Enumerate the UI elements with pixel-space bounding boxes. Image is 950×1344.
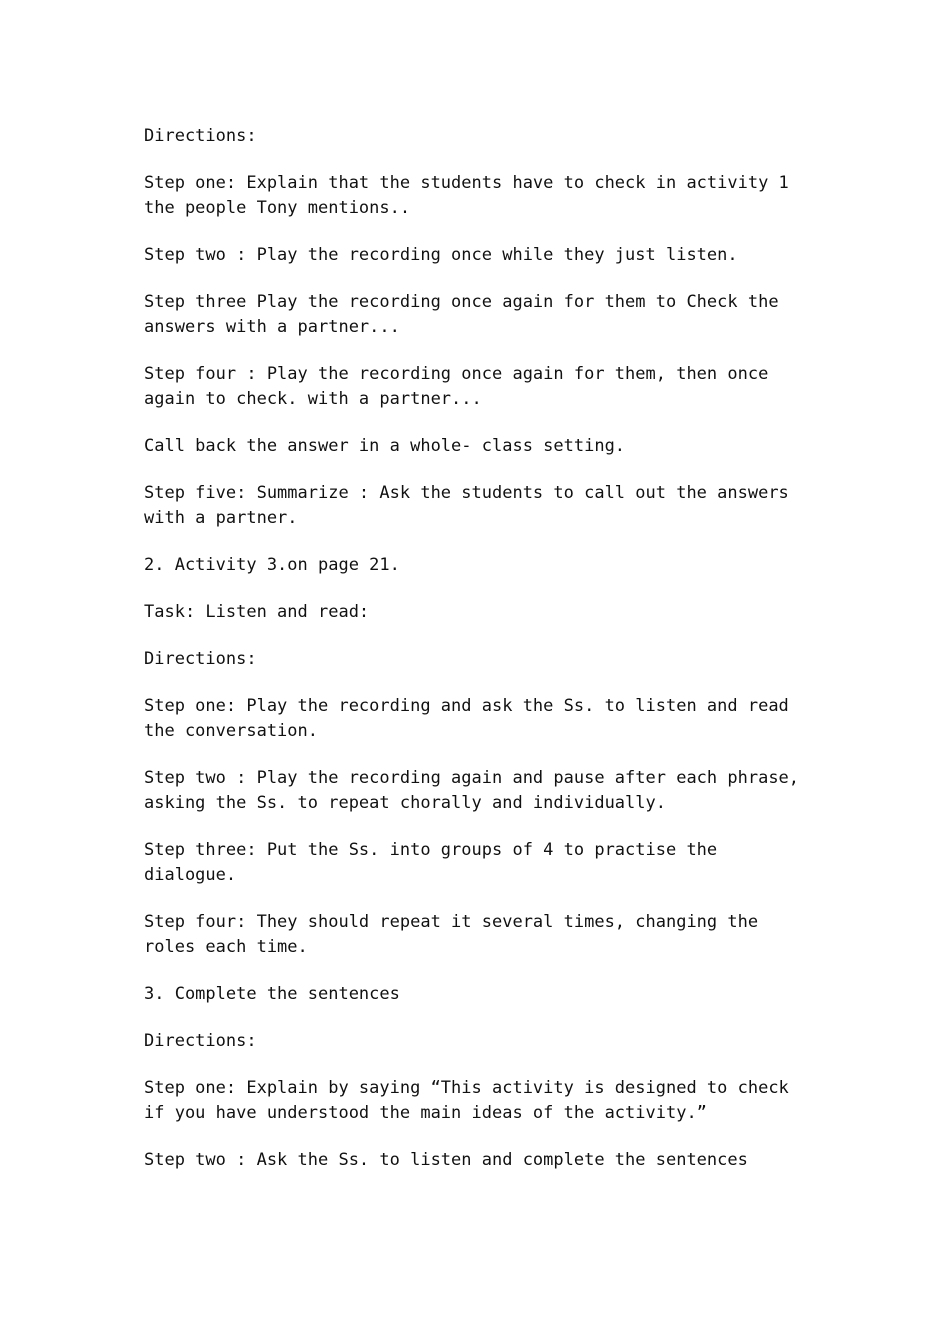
- paragraph-step-four: Step four: They should repeat it several times, changing the roles each time.: [144, 912, 759, 957]
- paragraph-call-back: Call back the answer in a whole- class setting.: [144, 436, 626, 456]
- section-heading-complete-sentences: 3. Complete the sentences: [144, 984, 400, 1004]
- directions-heading: Directions:: [144, 126, 257, 146]
- paragraph-step-one: Step one: Explain by saying “This activity is designed to check if you have understood the main ideas of the activity.”: [144, 1078, 789, 1123]
- task-line: Task: Listen and read:: [144, 602, 370, 622]
- paragraph-step-two: Step two : Play the recording once while they just listen.: [144, 245, 738, 265]
- paragraph-step-three: Step three: Put the Ss. into groups of 4 to practise the dialogue.: [144, 840, 718, 885]
- directions-heading: Directions:: [144, 1031, 257, 1051]
- directions-heading: Directions:: [144, 649, 257, 669]
- paragraph-step-one: Step one: Explain that the students have to check in activity 1 the people Tony mentions..: [144, 173, 789, 218]
- paragraph-step-two: Step two : Play the recording again and pause after each phrase, asking the Ss. to repeat chorally and individually.: [144, 768, 800, 813]
- document-body: [144, 124, 814, 1195]
- paragraph-step-four: Step four : Play the recording once again for them, then once again to check. with a partner...: [144, 364, 769, 409]
- paragraph-step-two: Step two : Ask the Ss. to listen and complete the sentences: [144, 1150, 748, 1170]
- paragraph-step-three: Step three Play the recording once again for them to Check the answers with a partner...: [144, 292, 779, 337]
- paragraph-step-one: Step one: Play the recording and ask the Ss. to listen and read the conversation.: [144, 696, 789, 741]
- paragraph-step-five: Step five: Summarize : Ask the students to call out the answers with a partner.: [144, 483, 789, 528]
- section-heading-activity-3: 2. Activity 3.on page 21.: [144, 555, 400, 575]
